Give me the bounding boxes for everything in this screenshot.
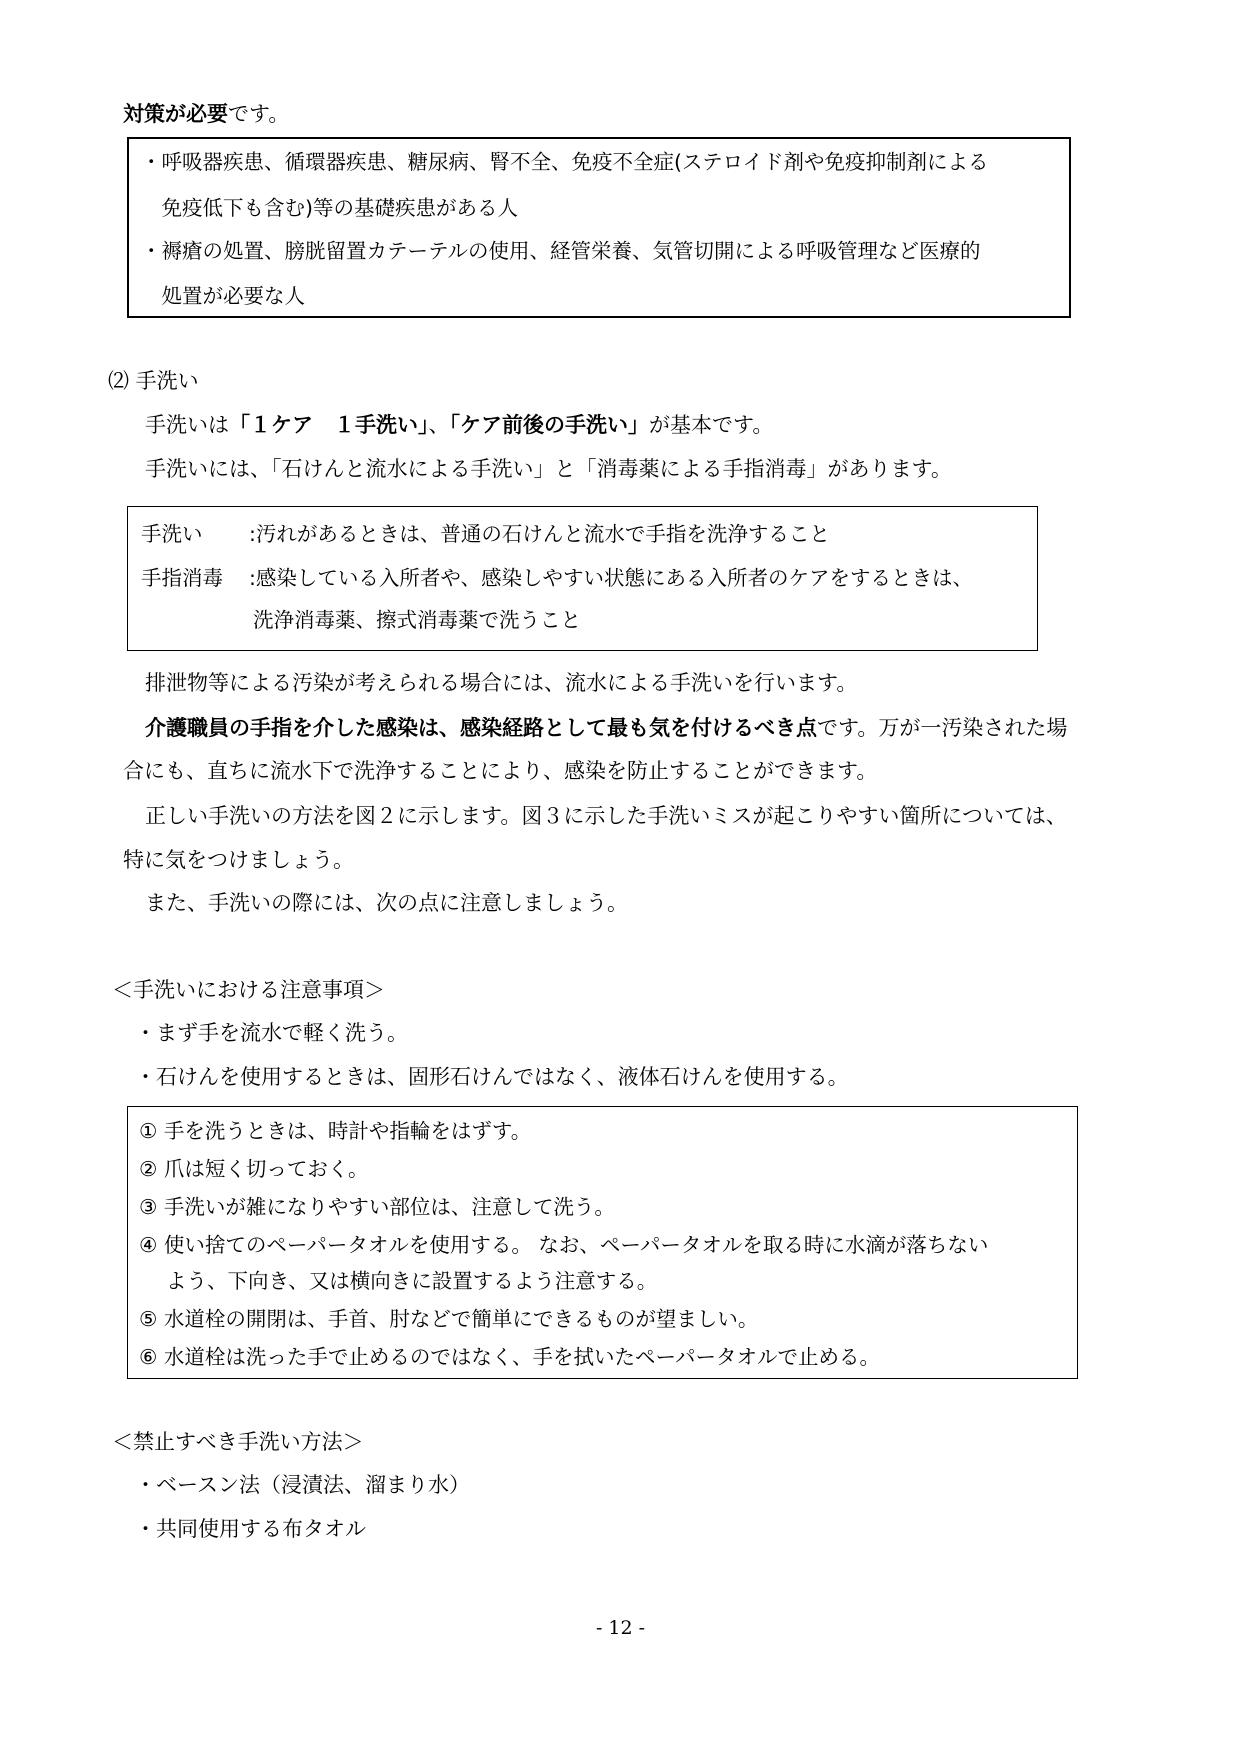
numbered-item: ③ 手洗いが雑になりやすい部位は、注意して洗う。 <box>139 1195 615 1219</box>
caution-item: ・まず手を流水で軽く洗う。 <box>135 1021 408 1045</box>
def-desc: 洗浄消毒薬、擦式消毒薬で洗うこと <box>253 608 581 632</box>
numbered-item: ⑤ 水道栓の開閉は、手首、肘などで簡単にできるものが望ましい。 <box>139 1307 759 1331</box>
prohibited-item: ・共同使用する布タオル <box>135 1517 366 1541</box>
page-number: - 12 - <box>595 1617 646 1639</box>
section-heading: ⑵ 手洗い <box>108 369 199 393</box>
intro-bold: 対策が必要 <box>123 102 228 126</box>
paragraph: 正しい手洗いの方法を図２に示します。図３に示した手洗いミスが起こりやすい箇所については、 <box>145 804 1067 828</box>
numbered-item: ④ 使い捨てのペーパータオルを使用する。 なお、ペーパータオルを取る時に水滴が落ちない <box>139 1233 989 1257</box>
def-term: 手洗い <box>141 522 203 546</box>
caution-item: ・石けんを使用するときは、固形石けんではなく、液体石けんを使用する。 <box>135 1065 849 1089</box>
paragraph-rest: です。万が一汚染された場 <box>817 716 1068 740</box>
paragraph <box>145 713 1067 743</box>
numbered-item: よう、下向き、又は横向きに設置するよう注意する。 <box>139 1269 658 1293</box>
p1-bold-2: 「ケア前後の手洗い」 <box>449 413 649 437</box>
section-paragraph-1 <box>145 410 773 440</box>
risk-line: 処置が必要な人 <box>141 284 305 308</box>
intro-rest: です。 <box>228 102 290 126</box>
paragraph: 合にも、直ちに流水下で洗浄することにより、感染を防止することができます。 <box>123 759 878 783</box>
numbered-item: ⑥ 水道栓は洗った手で止めるのではなく、手を拭いたペーパータオルで止める。 <box>139 1345 880 1369</box>
risk-line: ・呼吸器疾患、循環器疾患、糖尿病、腎不全、免疫不全症(ステロイド剤や免疫抑制剤による <box>141 150 989 174</box>
p1-post: が基本です。 <box>649 413 774 437</box>
numbered-item: ① 手を洗うときは、時計や指輪をはずす。 <box>139 1119 532 1143</box>
def-term: 手指消毒 <box>141 566 223 590</box>
intro-line <box>123 99 289 129</box>
def-desc: :汚れがあるときは、普通の石けんと流水で手指を洗浄すること <box>249 522 830 546</box>
risk-line: 免疫低下も含む)等の基礎疾患がある人 <box>141 196 518 220</box>
paragraph-bold: 介護職員の手指を介した感染は、感染経路として最も気を付けるべき点 <box>145 716 817 740</box>
p1-bold-1: 「１ケア １手洗い」 <box>229 413 429 437</box>
p1-pre: 手洗いは <box>145 413 229 437</box>
paragraph: また、手洗いの際には、次の点に注意しましょう。 <box>145 891 628 915</box>
risk-line: ・褥瘡の処置、膀胱留置カテーテルの使用、経管栄養、気管切開による呼吸管理など医療的 <box>141 239 981 263</box>
paragraph: 排泄物等による汚染が考えられる場合には、流水による手洗いを行います。 <box>145 671 858 695</box>
paragraph: 特に気をつけましょう。 <box>123 848 354 872</box>
prohibited-heading: ＜禁止すべき手洗い方法＞ <box>112 1430 364 1454</box>
caution-heading: ＜手洗いにおける注意事項＞ <box>112 978 385 1002</box>
p1-mid: 、 <box>428 413 450 437</box>
section-paragraph-2: 手洗いには、「石けんと流水による手洗い」と「消毒薬による手指消毒」があります。 <box>145 457 952 481</box>
prohibited-item: ・ベースン法（浸漬法、溜まり水） <box>135 1473 470 1497</box>
def-desc: :感染している入所者や、感染しやすい状態にある入所者のケアをするときは、 <box>249 566 973 590</box>
numbered-item: ② 爪は短く切っておく。 <box>139 1157 369 1181</box>
